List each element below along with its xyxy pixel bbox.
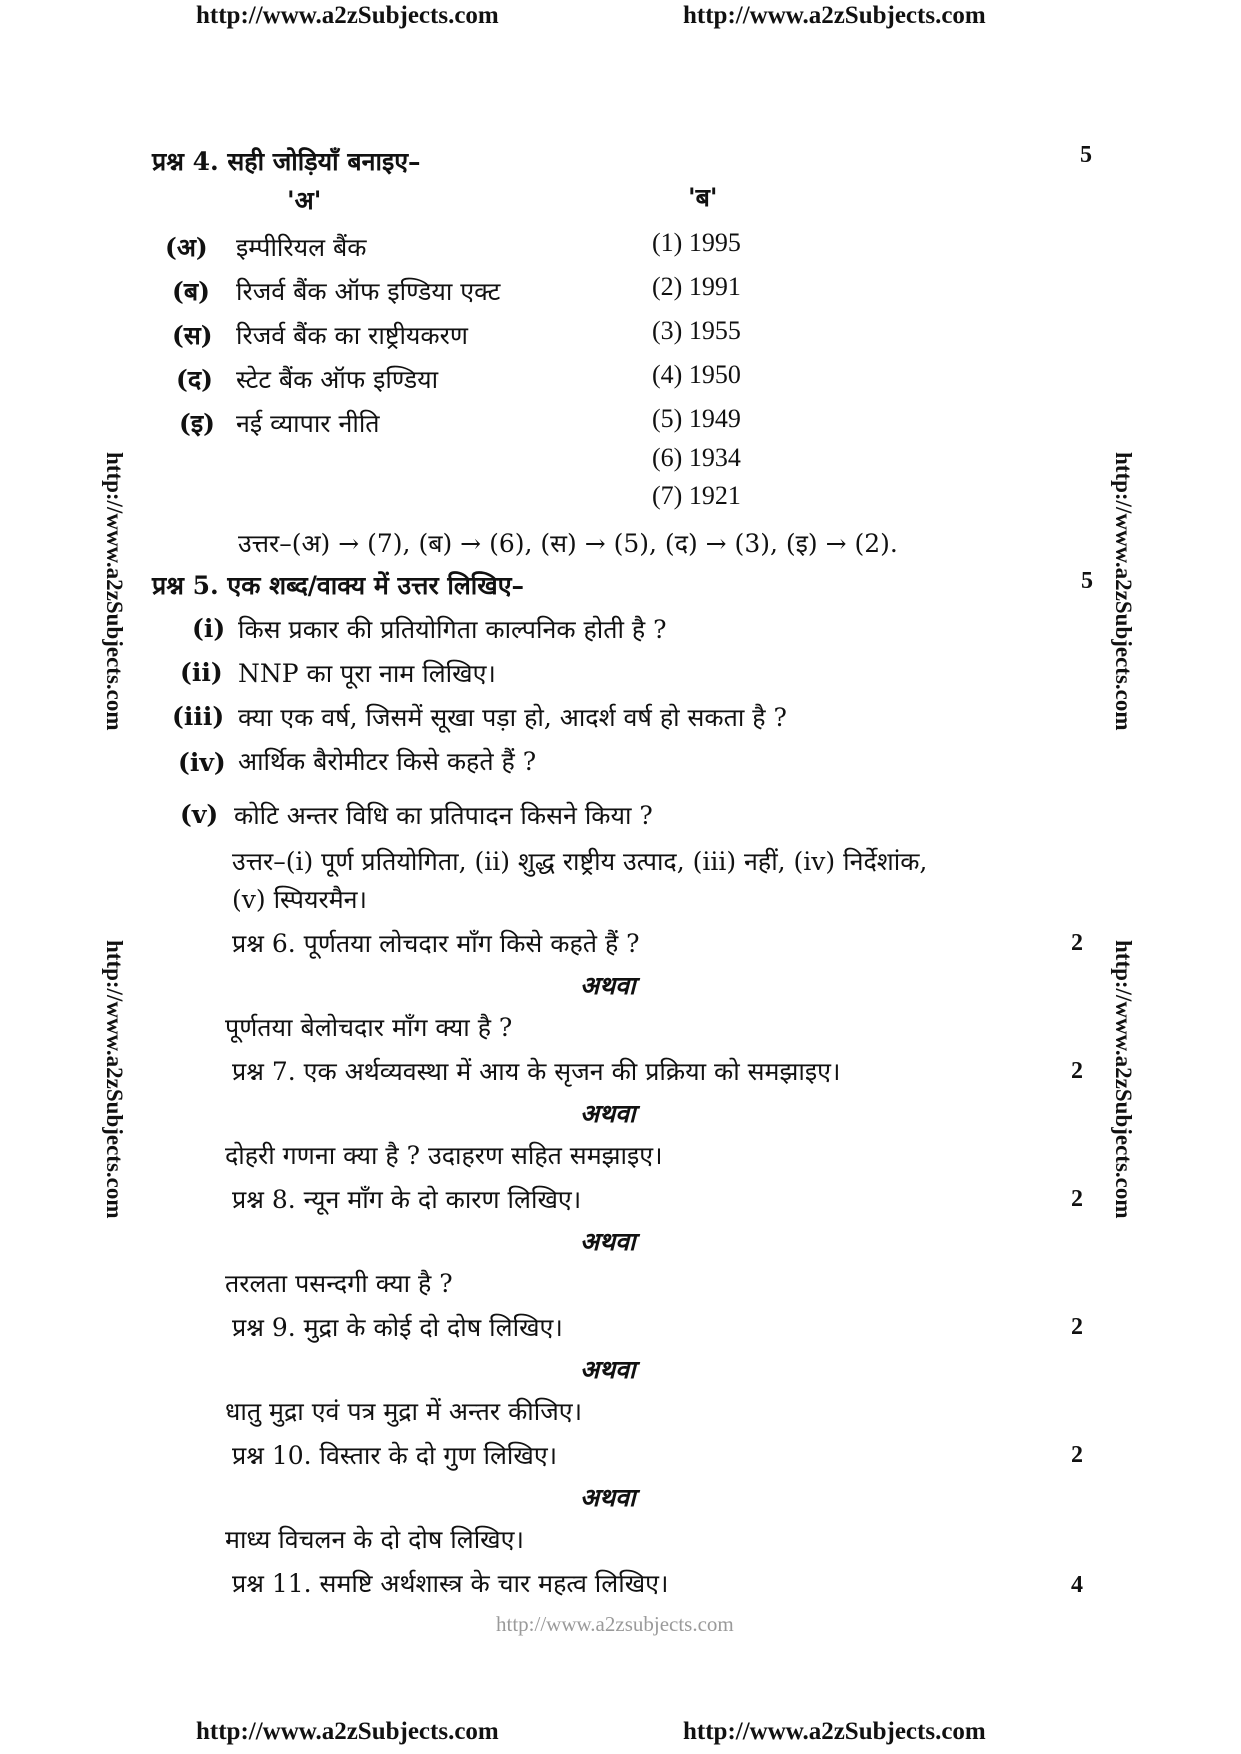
question-11-marks: 4: [1071, 1572, 1083, 1598]
q5-item-text: आर्थिक बैरोमीटर किसे कहते हैं ?: [238, 747, 537, 776]
q4-right-item: (3) 1955: [652, 316, 741, 345]
q4-answer: उत्तर–(अ) → (7), (ब) → (6), (स) → (5), (द) → (3), (इ) → (2).: [238, 529, 898, 558]
q4-right-item: (7) 1921: [652, 481, 741, 510]
q4-right-item: (6) 1934: [652, 443, 741, 472]
question-10: प्रश्न 10. विस्तार के दो गुण लिखिए।: [232, 1441, 558, 1470]
q4-left-key: (ब): [172, 277, 210, 306]
footer-url-right[interactable]: http://www.a2zSubjects.com: [683, 1718, 986, 1745]
q4-left-key: (स): [172, 321, 213, 350]
q5-item-key: (iv): [178, 748, 226, 777]
or-label: अथवा: [580, 1099, 636, 1128]
header-url-right[interactable]: http://www.a2zSubjects.com: [683, 2, 986, 29]
q5-item-key: (v): [180, 800, 219, 829]
q4-left-key: (द): [176, 365, 213, 394]
question-9-alt: धातु मुद्रा एवं पत्र मुद्रा में अन्तर कीजिए।: [225, 1397, 583, 1426]
q4-title: प्रश्न 4. सही जोड़ियाँ बनाइए–: [152, 147, 421, 176]
q5-marks: 5: [1081, 568, 1093, 594]
question-9: प्रश्न 9. मुद्रा के कोई दो दोष लिखिए।: [232, 1313, 563, 1342]
q4-left-text: नई व्यापार नीति: [236, 409, 380, 438]
side-url-left-top[interactable]: http://www.a2zSubjects.com: [102, 452, 127, 731]
q5-item-text: क्या एक वर्ष, जिसमें सूखा पड़ा हो, आदर्श वर्ष हो सकता है ?: [238, 703, 787, 732]
footer-url-left[interactable]: http://www.a2zSubjects.com: [196, 1718, 499, 1745]
side-url-left-bottom[interactable]: http://www.a2zSubjects.com: [102, 940, 127, 1219]
question-8: प्रश्न 8. न्यून माँग के दो कारण लिखिए।: [232, 1185, 582, 1214]
q5-answer-line2: (v) स्पियरमैन।: [232, 885, 368, 914]
side-url-right-bottom[interactable]: http://www.a2zSubjects.com: [1111, 940, 1136, 1219]
or-label: अथवा: [580, 1483, 636, 1512]
question-7-marks: 2: [1071, 1058, 1083, 1084]
side-url-right-top[interactable]: http://www.a2zSubjects.com: [1111, 452, 1136, 731]
q4-right-item: (2) 1991: [652, 272, 741, 301]
q4-left-text: रिजर्व बैंक ऑफ इण्डिया एक्ट: [236, 277, 501, 306]
question-9-marks: 2: [1071, 1314, 1083, 1340]
or-label: अथवा: [580, 971, 636, 1000]
question-8-marks: 2: [1071, 1186, 1083, 1212]
q5-title: प्रश्न 5. एक शब्द/वाक्य में उत्तर लिखिए–: [152, 571, 525, 600]
question-10-alt: माध्य विचलन के दो दोष लिखिए।: [225, 1525, 524, 1554]
q4-left-key: (अ): [165, 233, 208, 262]
col-b-heading: 'ब': [688, 183, 718, 212]
q5-item-key: (ii): [180, 658, 223, 687]
q4-right-item: (4) 1950: [652, 360, 741, 389]
q4-left-text: स्टेट बैंक ऑफ इण्डिया: [236, 365, 439, 394]
question-8-alt: तरलता पसन्दगी क्या है ?: [225, 1269, 453, 1298]
question-11: प्रश्न 11. समष्टि अर्थशास्त्र के चार महत्व लिखिए।: [232, 1569, 669, 1598]
q5-answer-line1: उत्तर–(i) पूर्ण प्रतियोगिता, (ii) शुद्ध राष्ट्रीय उत्पाद, (iii) नहीं, (iv) निर्देशांक,: [232, 847, 928, 876]
q5-item-text: किस प्रकार की प्रतियोगिता काल्पनिक होती है ?: [238, 615, 667, 644]
or-label: अथवा: [580, 1227, 636, 1256]
q4-left-key: (इ): [179, 409, 215, 438]
question-6-marks: 2: [1071, 930, 1083, 956]
q4-right-item: (1) 1995: [652, 228, 741, 257]
question-6: प्रश्न 6. पूर्णतया लोचदार माँग किसे कहते हैं ?: [232, 929, 640, 958]
question-7: प्रश्न 7. एक अर्थव्यवस्था में आय के सृजन की प्रक्रिया को समझाइए।: [232, 1057, 841, 1086]
q5-item-key: (i): [192, 614, 226, 643]
q4-right-item: (5) 1949: [652, 404, 741, 433]
col-a-heading: 'अ': [287, 186, 322, 215]
watermark-url: http://www.a2zsubjects.com: [496, 1612, 734, 1636]
q4-marks: 5: [1080, 142, 1092, 168]
question-10-marks: 2: [1071, 1442, 1083, 1468]
header-url-left[interactable]: http://www.a2zSubjects.com: [196, 2, 499, 29]
q4-left-text: इम्पीरियल बैंक: [236, 233, 367, 262]
q5-item-text: कोटि अन्तर विधि का प्रतिपादन किसने किया ?: [234, 801, 653, 830]
question-6-alt: पूर्णतया बेलोचदार माँग क्या है ?: [225, 1013, 513, 1042]
q5-item-key: (iii): [172, 702, 225, 731]
or-label: अथवा: [580, 1355, 636, 1384]
q5-item-text: NNP का पूरा नाम लिखिए।: [238, 659, 496, 688]
q4-left-text: रिजर्व बैंक का राष्ट्रीयकरण: [236, 321, 468, 350]
question-7-alt: दोहरी गणना क्या है ? उदाहरण सहित समझाइए।: [225, 1141, 663, 1170]
